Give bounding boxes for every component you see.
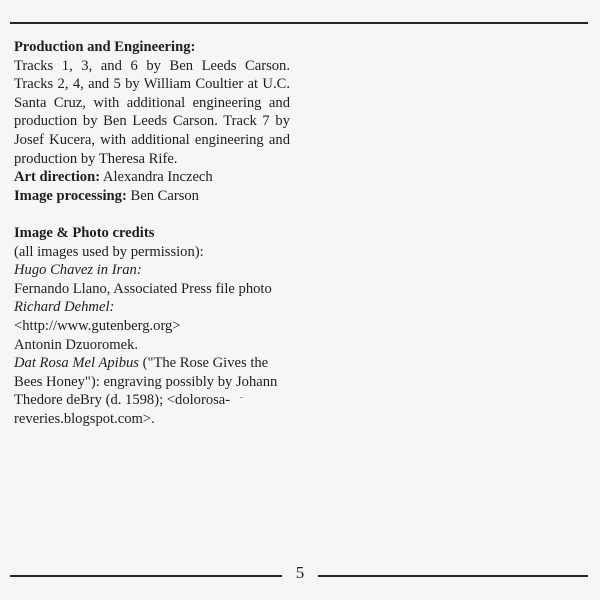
- credit-description-dat-rosa: ("The Rose Gives the Bees Honey"): engraving possibly by Johann Thedore deBry (d. 1598); <dolorosa-reveries.blogspot.com>.: [14, 355, 278, 427]
- section-gap: [14, 205, 290, 224]
- credit-title-line: [14, 298, 290, 317]
- art-direction-line: [14, 168, 290, 187]
- credit-title-richard-dehmel: Richard Dehmel:: [14, 299, 115, 316]
- art-direction-value: Alexandra Inczech: [100, 169, 213, 186]
- image-processing-line: [14, 187, 290, 206]
- credit-source-hugo-chavez: Fernando Llano, Associated Press file photo: [14, 280, 272, 297]
- production-heading-line: [14, 38, 290, 57]
- footer-rule-right: [318, 575, 588, 577]
- production-heading: Production and Engineering:: [14, 39, 196, 55]
- art-direction-label: Art direction:: [14, 169, 101, 186]
- scan-speck: [240, 397, 243, 398]
- credits-heading: Image & Photo credits: [14, 224, 155, 241]
- credit-source-richard-dehmel: <http://www.gutenberg.org>: [14, 317, 181, 334]
- production-section: [14, 38, 290, 205]
- footer-rule-left: [10, 575, 282, 577]
- page-number: 5: [295, 563, 305, 582]
- image-processing-label: Image processing:: [14, 187, 127, 204]
- credit-title-hugo-chavez: Hugo Chavez in Iran:: [14, 262, 142, 279]
- image-processing-value: Ben Carson: [126, 187, 199, 204]
- permission-note: (all images used by permission):: [14, 243, 204, 260]
- credits-heading-line: [14, 224, 290, 243]
- credits-text-column: [14, 38, 290, 428]
- image-credits-section: [14, 224, 290, 429]
- credit-dat-rosa: [14, 354, 290, 428]
- production-text: Tracks 1, 3, and 6 by Ben Leeds Carson. Tracks 2, 4, and 5 by William Coultier at U.C. Santa Cruz, with additional engineering and production by Ben Leeds Carson. Track 7 by Josef Kucera, with additional engineering and production by Theresa Rife.: [14, 57, 290, 167]
- credit-extra-richard-dehmel: Antonin Dzuoromek.: [14, 336, 139, 353]
- credit-title-dat-rosa: Dat Rosa Mel Apibus: [14, 355, 139, 372]
- credit-title-line: [14, 261, 290, 280]
- top-rule: [10, 22, 588, 24]
